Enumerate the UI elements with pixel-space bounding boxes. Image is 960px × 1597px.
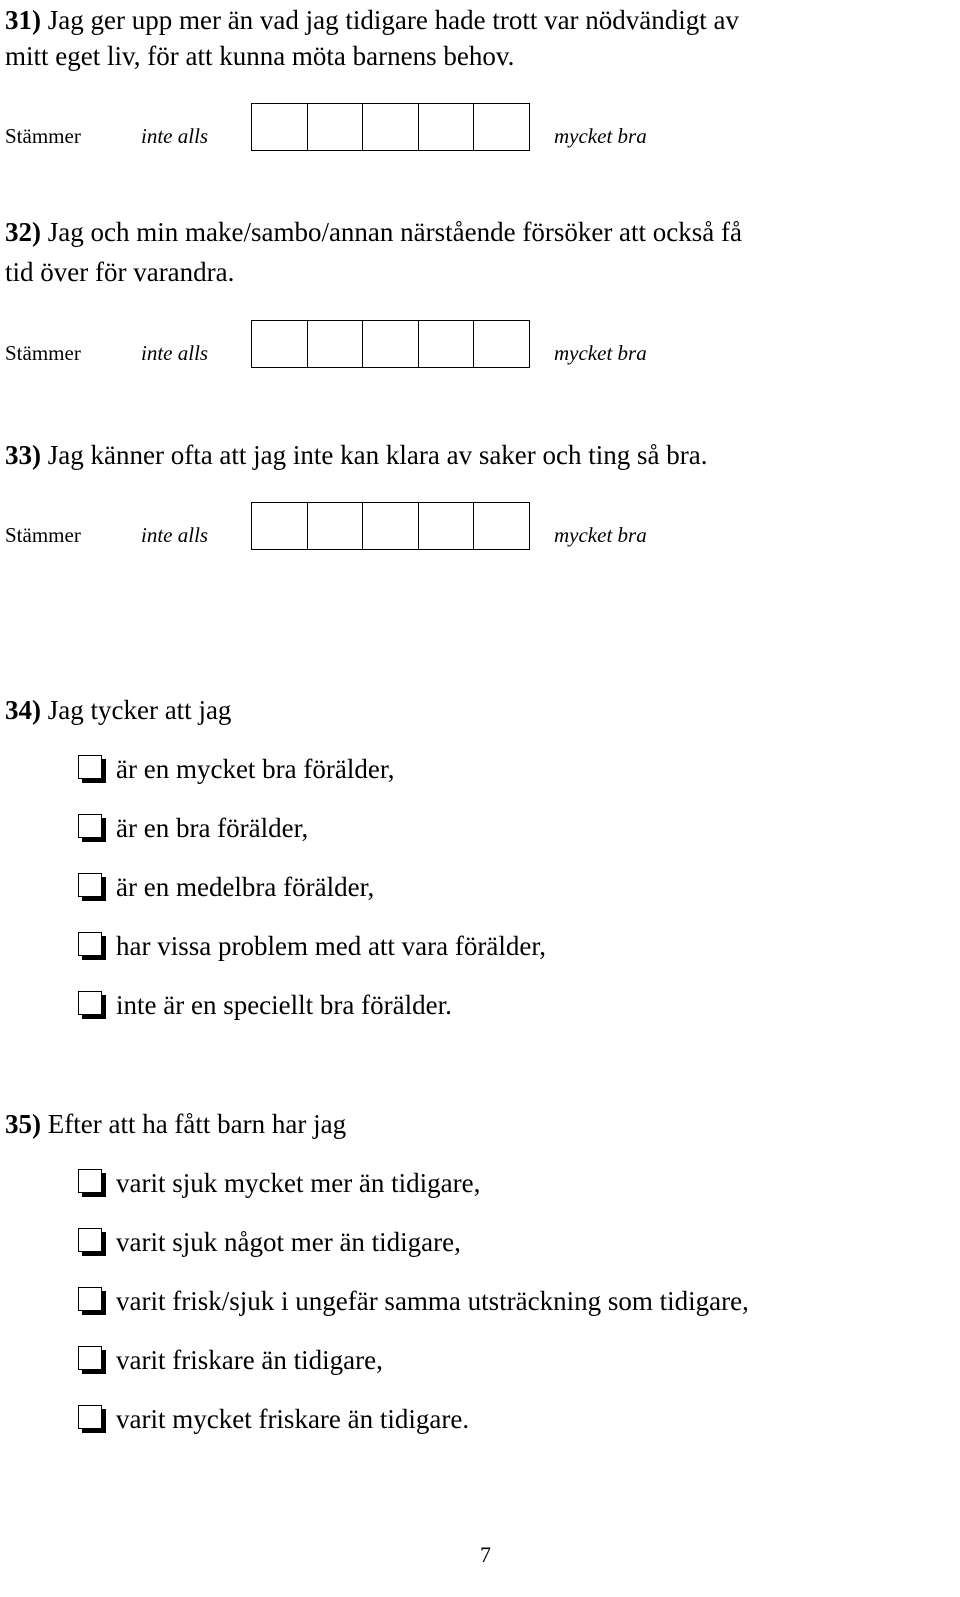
scale-low-label: inte alls: [141, 523, 209, 547]
page-number: 7: [480, 1542, 491, 1567]
checkbox-icon[interactable]: [78, 1169, 106, 1197]
rating-box-1[interactable]: [251, 320, 308, 368]
question-34-line1: Jag tycker att jag: [41, 695, 232, 725]
question-33-scale: [5, 502, 705, 552]
question-31-text-line2: mitt eget liv, för att kunna möta barnens behov.: [5, 41, 515, 71]
question-35-text: [5, 1104, 346, 1144]
question-31-scale: [5, 103, 705, 153]
question-32-number: 32): [5, 217, 41, 247]
q34-option-5[interactable]: [78, 985, 452, 1025]
question-34-number: 34): [5, 695, 41, 725]
checkbox-icon[interactable]: [78, 1228, 106, 1256]
q35-option-1[interactable]: [78, 1163, 480, 1203]
checkbox-icon[interactable]: [78, 873, 106, 901]
rating-boxes: [251, 320, 530, 368]
scale-low-label: inte alls: [141, 341, 209, 365]
checkbox-icon[interactable]: [78, 991, 106, 1019]
q35-option-5-label: varit mycket friskare än tidigare.: [116, 1404, 470, 1434]
q35-option-3[interactable]: [78, 1281, 749, 1321]
q34-option-1-label: är en mycket bra förälder,: [116, 754, 395, 784]
scale-high-label: mycket bra: [554, 523, 647, 547]
question-32-text-line2: tid över för varandra.: [5, 257, 235, 287]
scale-stammer-label: Stämmer: [5, 523, 81, 547]
q34-option-2-label: är en bra förälder,: [116, 813, 309, 843]
question-35-number: 35): [5, 1109, 41, 1139]
scale-stammer-label: Stämmer: [5, 341, 81, 365]
rating-box-1[interactable]: [251, 502, 308, 550]
rating-box-4[interactable]: [418, 103, 475, 151]
checkbox-icon[interactable]: [78, 1346, 106, 1374]
q35-option-1-label: varit sjuk mycket mer än tidigare,: [116, 1168, 481, 1198]
checkbox-icon[interactable]: [78, 755, 106, 783]
q35-option-5[interactable]: [78, 1399, 469, 1439]
question-32-text: [5, 212, 742, 252]
question-32-scale: [5, 320, 705, 370]
rating-box-2[interactable]: [307, 502, 364, 550]
q35-option-2-label: varit sjuk något mer än tidigare,: [116, 1227, 461, 1257]
question-33-line1: Jag känner ofta att jag inte kan klara av saker och ting så bra.: [41, 440, 708, 470]
rating-box-2[interactable]: [307, 103, 364, 151]
rating-box-2[interactable]: [307, 320, 364, 368]
question-33-number: 33): [5, 440, 41, 470]
question-31-line1: Jag ger upp mer än vad jag tidigare hade trott var nödvändigt av: [41, 5, 740, 35]
scale-high-label: mycket bra: [554, 124, 647, 148]
q34-option-4-label: har vissa problem med att vara förälder,: [116, 931, 546, 961]
scale-high-label: mycket bra: [554, 341, 647, 365]
q34-option-3-label: är en medelbra förälder,: [116, 872, 375, 902]
q34-option-4[interactable]: [78, 926, 546, 966]
rating-box-4[interactable]: [418, 502, 475, 550]
q34-option-1[interactable]: [78, 749, 395, 789]
checkbox-icon[interactable]: [78, 814, 106, 842]
checkbox-icon[interactable]: [78, 1287, 106, 1315]
rating-box-3[interactable]: [362, 320, 419, 368]
q34-option-3[interactable]: [78, 867, 374, 907]
question-32-line1: Jag och min make/sambo/annan närstående försöker att också få: [41, 217, 742, 247]
rating-box-3[interactable]: [362, 103, 419, 151]
q34-option-2[interactable]: [78, 808, 308, 848]
q35-option-3-label: varit frisk/sjuk i ungefär samma utsträckning som tidigare,: [116, 1286, 749, 1316]
scale-low-label: inte alls: [141, 124, 209, 148]
rating-box-1[interactable]: [251, 103, 308, 151]
question-33-text: [5, 435, 707, 475]
rating-box-4[interactable]: [418, 320, 475, 368]
question-31-number: 31): [5, 5, 41, 35]
rating-boxes: [251, 103, 530, 151]
rating-box-5[interactable]: [473, 320, 530, 368]
rating-box-3[interactable]: [362, 502, 419, 550]
q35-option-4-label: varit friskare än tidigare,: [116, 1345, 383, 1375]
question-34-text: [5, 690, 231, 730]
q34-option-5-label: inte är en speciellt bra förälder.: [116, 990, 452, 1020]
rating-box-5[interactable]: [473, 103, 530, 151]
rating-box-5[interactable]: [473, 502, 530, 550]
question-31-text: [5, 0, 739, 40]
q35-option-2[interactable]: [78, 1222, 461, 1262]
checkbox-icon[interactable]: [78, 932, 106, 960]
rating-boxes: [251, 502, 530, 550]
scale-stammer-label: Stämmer: [5, 124, 81, 148]
question-35-line1: Efter att ha fått barn har jag: [41, 1109, 347, 1139]
checkbox-icon[interactable]: [78, 1405, 106, 1433]
q35-option-4[interactable]: [78, 1340, 383, 1380]
